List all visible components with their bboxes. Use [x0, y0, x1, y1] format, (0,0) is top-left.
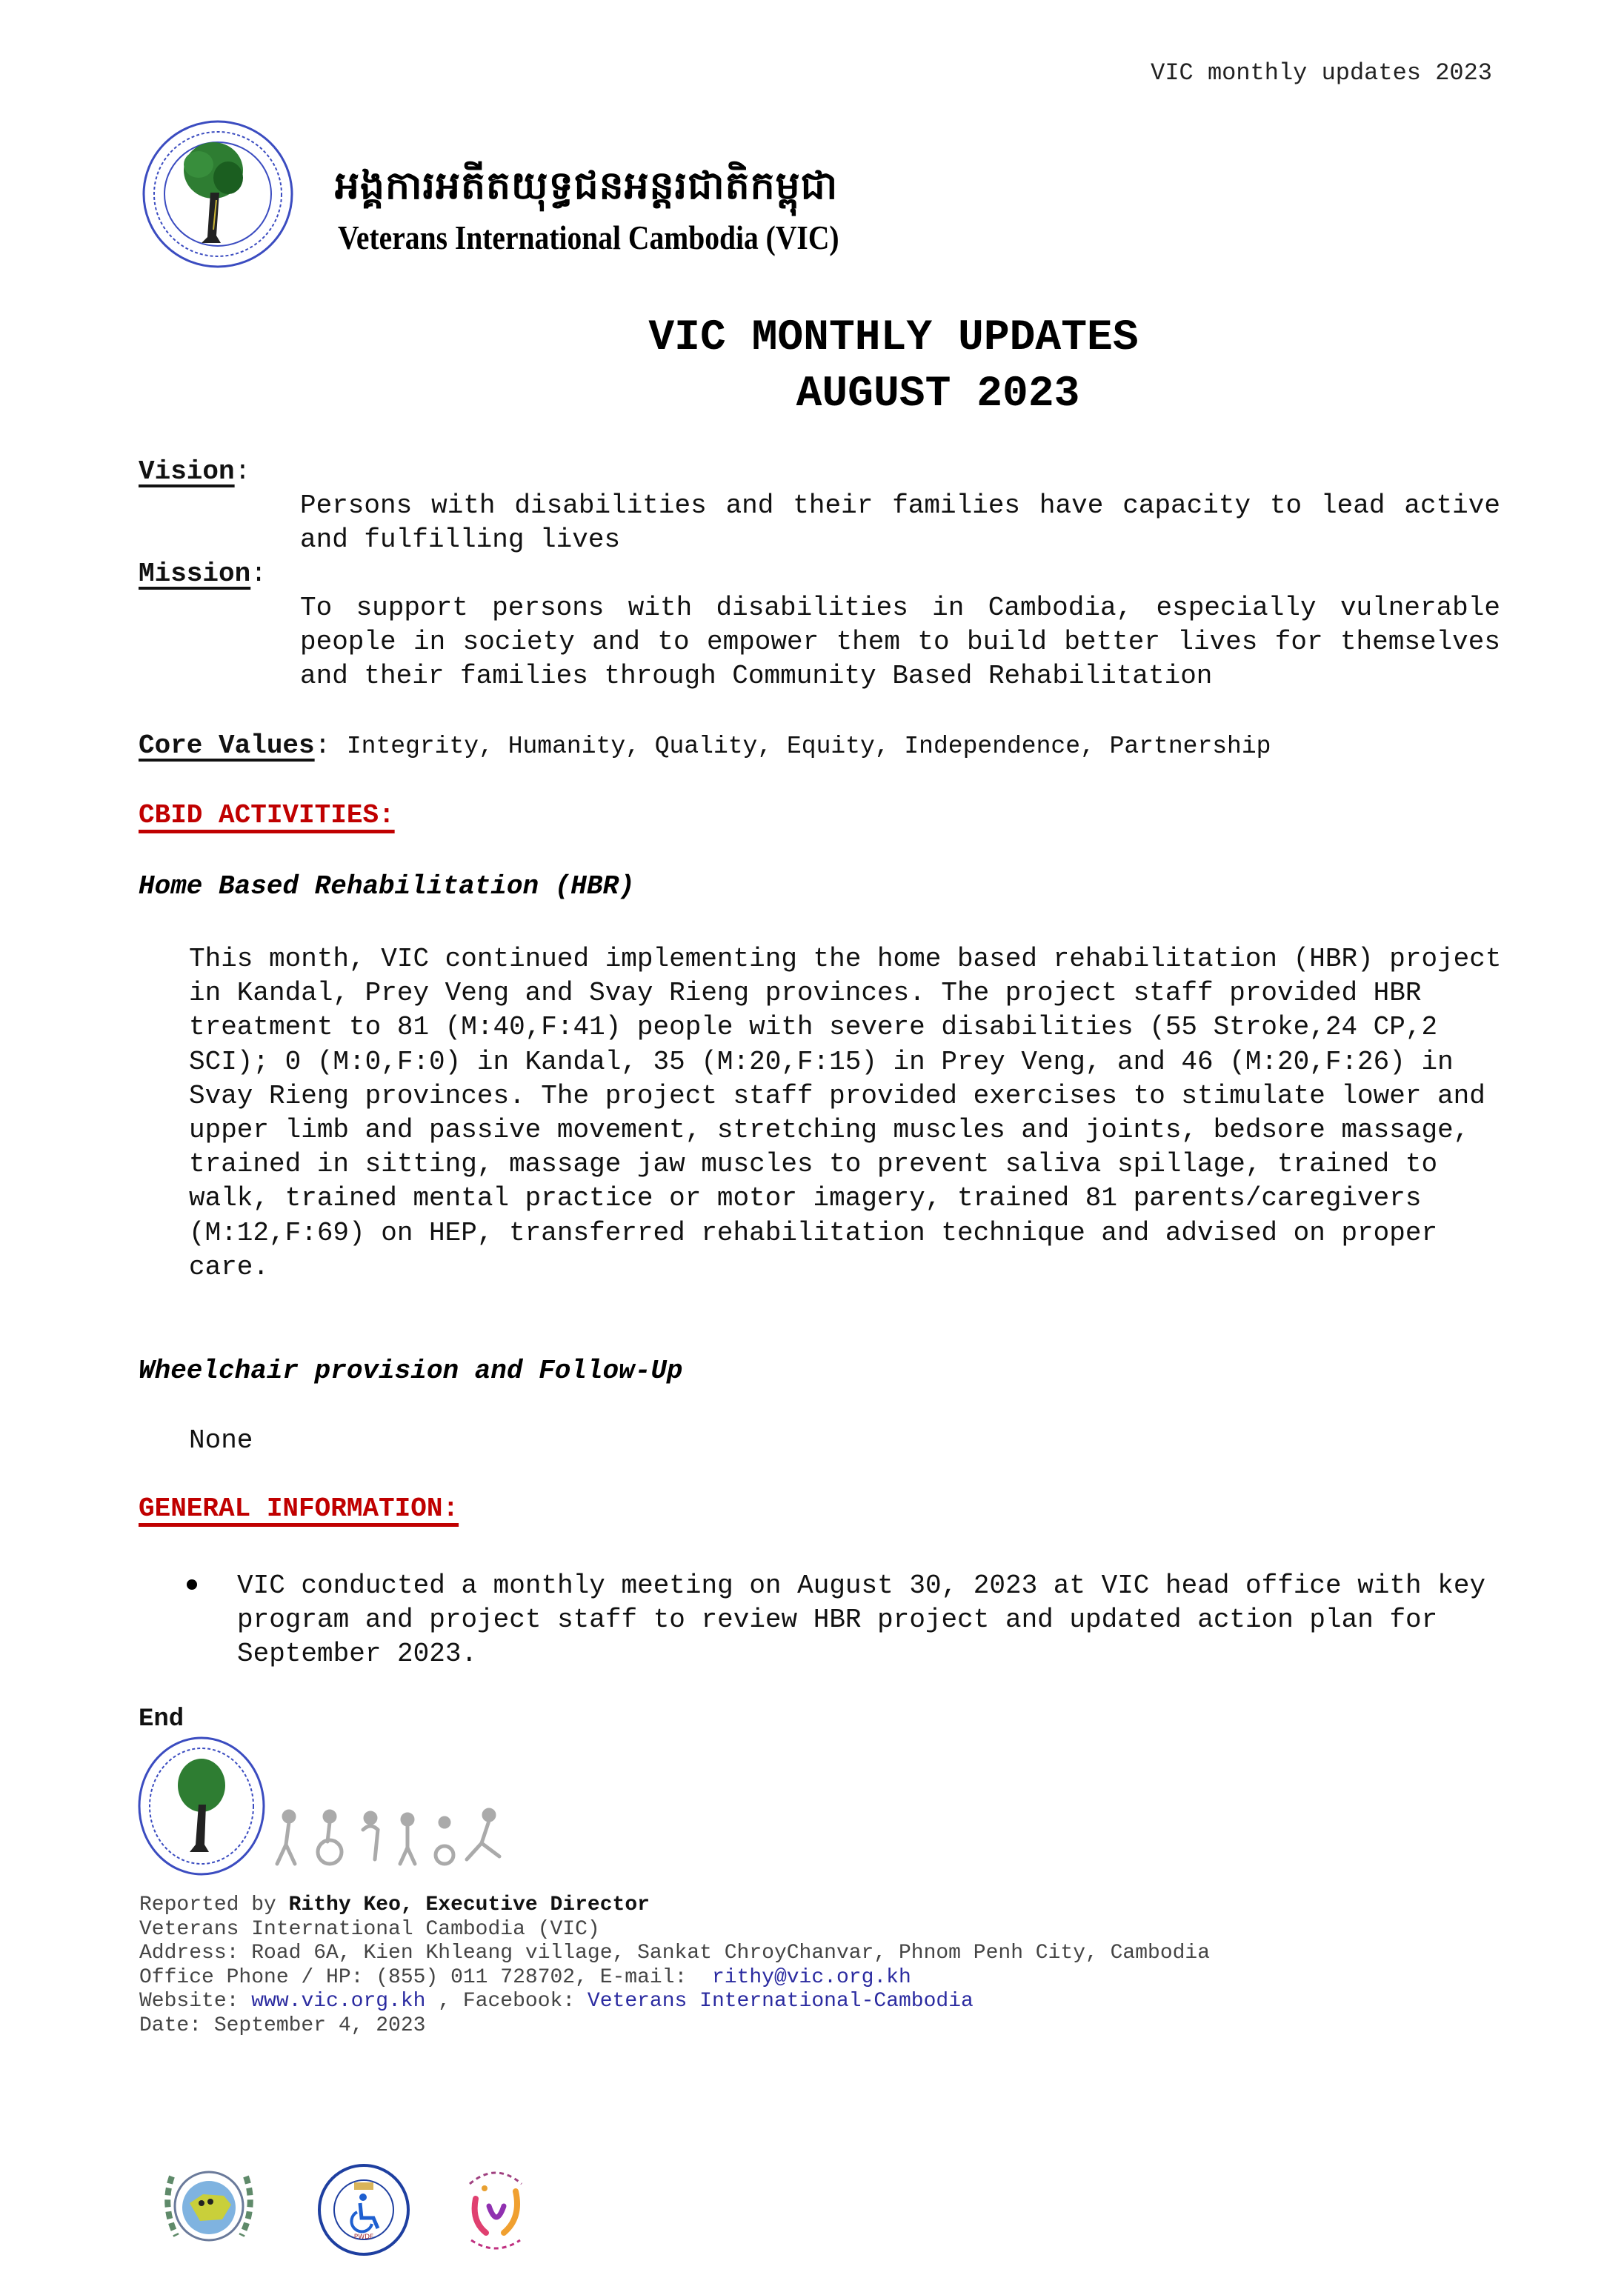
gupta-family-foundation-logo-icon — [455, 2162, 536, 2258]
vic-tree-seal-small-logo-icon — [136, 1733, 277, 1879]
org-khmer-name: អង្គការអតីតយុទ្ធជនអន្តរជាតិកម្ពុជា — [335, 163, 839, 208]
org-english-name: Veterans International Cambodia (VIC) — [338, 219, 839, 256]
vic-tree-seal-logo-icon — [139, 119, 314, 270]
vision-text: Persons with disabilities and their families have capacity to lead active and fulfilling lives — [300, 490, 1500, 555]
mission-block — [139, 557, 1500, 691]
mission-text: To support persons with disabilities in Cambodia, especially vulnerable people in society and to empower them to build better lives for themselves and their families through Community Based Rehabilitation — [300, 593, 1500, 691]
reporter-name: Rithy Keo, Executive Director — [288, 1893, 650, 1916]
disability-figures-icon — [267, 1808, 511, 1867]
core-values-label: Core Values — [139, 730, 315, 761]
report-date: Date: September 4, 2023 — [139, 2013, 426, 2037]
phone-line — [139, 1966, 1210, 1991]
subheading-hbr: Home Based Rehabilitation (HBR) — [139, 871, 635, 902]
section-heading-general: GENERAL INFORMATION: — [139, 1493, 459, 1524]
vision-block — [139, 455, 1500, 555]
end-label: End — [139, 1705, 184, 1733]
svg-text:PWDF: PWDF — [353, 2234, 374, 2241]
page-title: VIC MONTHLY UPDATES — [648, 314, 1139, 362]
hbr-paragraph: This month, VIC continued implementing the home based rehabilitation (HBR) project in Kandal, Prey Veng and Svay Rieng provinces. The project staff provided HBR treatment to 81 (M:40,F:41) people with severe disabilities (55 Stroke,24 CP,2 SCI); 0 (M:0,F:0) in Kandal, 35 (M:20,F:15) in Prey Veng, and 46 (M:20,F:26) in Svay Rieng provinces. The project staff provided exercises to stimulate lower and upper limb and passive movement, stretching muscles and joints, bedsore massage, trained in sitting, massage jaw muscles to prevent saliva spillage, trained to walk, trained mental practice or motor imagery, trained 81 parents/caregivers (M:12,F:69) on HEP, transferred rehabilitation technique and advised on proper care. — [189, 944, 1502, 1282]
website-prefix: Website: — [139, 1990, 252, 2013]
email-link[interactable]: rithy@vic.org.kh — [711, 1965, 911, 1989]
pwdf-wheelchair-logo-icon — [316, 2162, 412, 2258]
website-line — [139, 1990, 1210, 2014]
reported-by-line — [139, 1893, 1210, 1918]
running-header: VIC monthly updates 2023 — [1151, 59, 1492, 87]
bullet-icon — [187, 1579, 197, 1590]
general-bullet-text: VIC conducted a monthly meeting on August 30, 2023 at VIC head office with key program and project staff to review HBR project and updated action plan for September 2023. — [237, 1570, 1486, 1669]
facebook-link[interactable]: Veterans International-Cambodia — [587, 1990, 974, 2013]
subheading-wheelchair: Wheelchair provision and Follow-Up — [139, 1356, 683, 1386]
website-link[interactable]: www.vic.org.kh — [251, 1990, 426, 2013]
report-contact-block — [139, 1893, 1210, 2038]
org-line: Veterans International Cambodia (VIC) — [139, 1917, 600, 1941]
reported-by-prefix: Reported by — [139, 1893, 289, 1916]
core-values-colon: : — [314, 730, 331, 761]
wheelchair-paragraph: None — [189, 1425, 253, 1456]
facebook-prefix: , Facebook: — [425, 1990, 588, 2013]
phone-prefix: Office Phone / HP: (855) 011 728702, E-mail: — [139, 1965, 712, 1989]
page-subtitle-month: AUGUST 2023 — [796, 370, 1080, 419]
core-values-text: Integrity, Humanity, Quality, Equity, Independence, Partnership — [346, 733, 1271, 760]
ministry-seal-logo-icon — [159, 2162, 259, 2251]
address-line: Address: Road 6A, Kien Khleang village, Sankat ChroyChanvar, Phnom Penh City, Cambodia — [139, 1942, 1211, 1965]
section-heading-cbid: CBID ACTIVITIES: — [139, 800, 395, 830]
mission-label: Mission — [139, 559, 251, 589]
core-values-block — [139, 729, 1271, 764]
mission-colon: : — [250, 559, 267, 589]
vision-colon: : — [234, 456, 251, 487]
vision-label: Vision — [139, 456, 235, 487]
